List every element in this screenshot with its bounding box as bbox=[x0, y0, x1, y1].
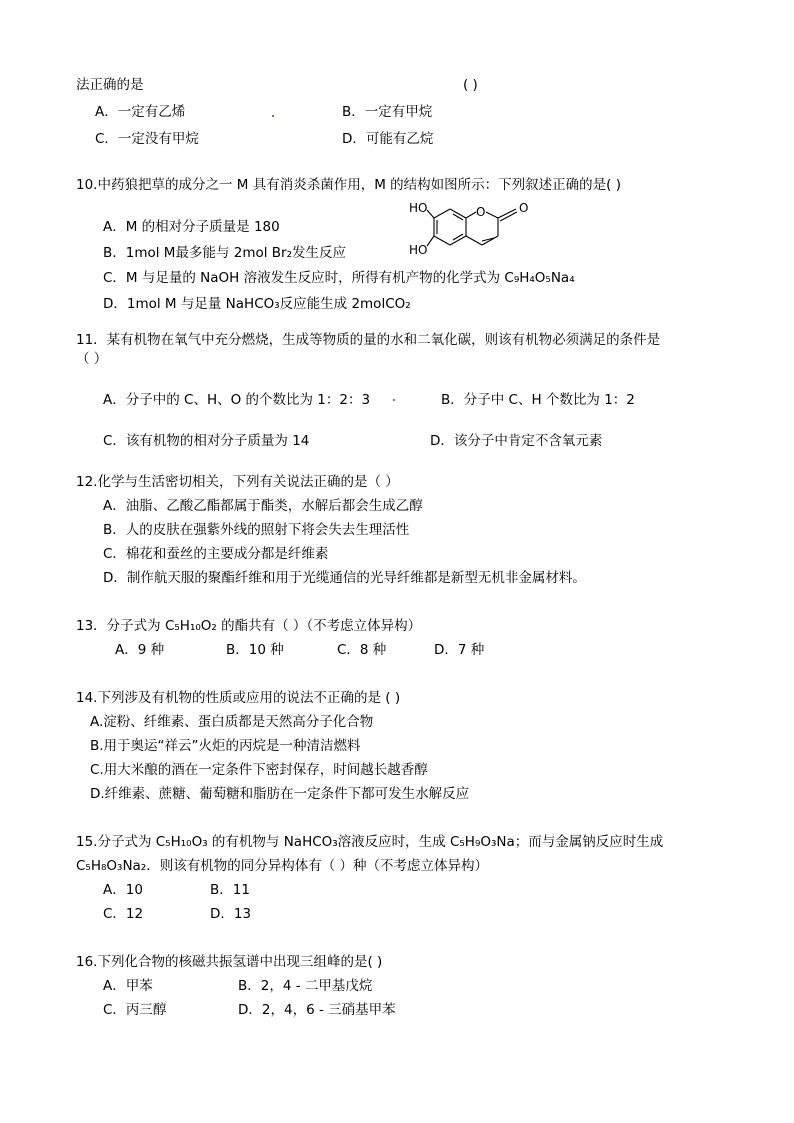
q12-option-c: C．棉花和蚕丝的主要成分都是纤维素 bbox=[103, 546, 329, 562]
stray-dot bbox=[272, 115, 274, 117]
q9-option-d: D．可能有乙烷 bbox=[342, 131, 434, 147]
q10-struct-ho-bottom: HO bbox=[409, 243, 428, 257]
q12-option-d: D．制作航天服的聚酯纤维和用于光缆通信的光导纤维都是新型无机非金属材料。 bbox=[103, 570, 586, 586]
q10-stem: 10.中药狼把草的成分之一 M 具有消炎杀菌作用，M 的结构如图所示：下列叙述正确的是( ) bbox=[76, 177, 621, 193]
q9-option-b: B．一定有甲烷 bbox=[342, 104, 433, 120]
q16-option-c: C．丙三醇 bbox=[103, 1002, 167, 1018]
q10-option-c: C．M 与足量的 NaOH 溶液发生反应时，所得有机产物的化学式为 C₉H₄O₅Na₄ bbox=[103, 270, 575, 286]
q16-stem: 16.下列化合物的核磁共振氢谱中出现三组峰的是( ) bbox=[76, 954, 383, 970]
q11-stem-line1: 11．某有机物在氧气中充分燃烧，生成等物质的量的水和二氧化碳，则该有机物必须满足的条件是 bbox=[76, 332, 661, 348]
q11-option-b: B．分子中 C、H 个数比为 1：2 bbox=[441, 392, 635, 408]
q13-option-b: B．10 种 bbox=[226, 642, 284, 658]
q11-stem-line2: （ ） bbox=[76, 351, 108, 367]
q15-option-a: A．10 bbox=[103, 882, 143, 898]
q14-option-d: D.纤维素、蔗糖、葡萄糖和脂肪在一定条件下都可发生水解反应 bbox=[90, 786, 470, 802]
q10-option-d: D．1mol M 与足量 NaHCO₃反应能生成 2molCO₂ bbox=[103, 296, 411, 312]
q14-stem: 14.下列涉及有机物的性质或应用的说法不正确的是 ( ) bbox=[76, 690, 401, 706]
q10-option-a: A．M 的相对分子质量是 180 bbox=[103, 219, 280, 235]
q10-structure-diagram bbox=[405, 196, 540, 266]
q13-option-a: A．9 种 bbox=[115, 642, 165, 658]
q12-stem: 12.化学与生活密切相关，下列有关说法正确的是（ ） bbox=[76, 474, 399, 490]
q10-struct-o-carbonyl: O bbox=[519, 201, 529, 215]
q10-struct-ho-top: HO bbox=[409, 201, 428, 215]
q11-option-d: D．该分子中肯定不含氧元素 bbox=[430, 433, 603, 449]
stray-dot bbox=[393, 399, 395, 401]
q11-option-c: C．该有机物的相对分子质量为 14 bbox=[103, 433, 310, 449]
q15-option-c: C．12 bbox=[103, 906, 144, 922]
q16-option-a: A．甲苯 bbox=[103, 978, 153, 994]
q15-stem-line1: 15.分子式为 C₅H₁₀O₃ 的有机物与 NaHCO₃溶液反应时，生成 C₅H₉O₃Na；而与金属钠反应时生成 bbox=[76, 834, 664, 850]
q15-option-b: B．11 bbox=[210, 882, 250, 898]
q11-option-a: A．分子中的 C、H、O 的个数比为 1：2：3 bbox=[103, 392, 371, 408]
q13-stem: 13．分子式为 C₅H₁₀O₂ 的酯共有（ ）（不考虑立体异构） bbox=[76, 618, 422, 634]
q9-option-c: C．一定没有甲烷 bbox=[95, 131, 199, 147]
q12-option-b: B．人的皮肤在强紫外线的照射下将会失去生理活性 bbox=[103, 522, 410, 538]
q14-option-a: A.淀粉、纤维素、蛋白质都是天然高分子化合物 bbox=[90, 714, 374, 730]
q9-answer-paren: ( ) bbox=[463, 77, 478, 93]
q14-option-c: C.用大米酿的酒在一定条件下密封保存，时间越长越香醇 bbox=[90, 762, 428, 778]
q16-option-d: D．2，4，6 - 三硝基甲苯 bbox=[238, 1002, 396, 1018]
q15-stem-line2: C₅H₈O₃Na₂．则该有机物的同分异构体有（ ）种（不考虑立体异构） bbox=[76, 858, 489, 874]
q9-stem: 法正确的是 bbox=[76, 77, 144, 93]
q9-option-a: A．一定有乙烯 bbox=[95, 104, 186, 120]
q16-option-b: B．2，4 - 二甲基戊烷 bbox=[238, 978, 373, 994]
q13-option-d: D．7 种 bbox=[434, 642, 485, 658]
q14-option-b: B.用于奥运“祥云”火炬的丙烷是一种清洁燃料 bbox=[90, 738, 361, 754]
q12-option-a: A．油脂、乙酸乙酯都属于酯类，水解后都会生成乙醇 bbox=[103, 498, 423, 514]
q13-option-c: C．8 种 bbox=[337, 642, 387, 658]
q15-option-d: D．13 bbox=[210, 906, 252, 922]
q10-struct-o-ring: O bbox=[476, 205, 486, 219]
q10-option-b: B．1mol M最多能与 2mol Br₂发生反应 bbox=[103, 245, 347, 261]
